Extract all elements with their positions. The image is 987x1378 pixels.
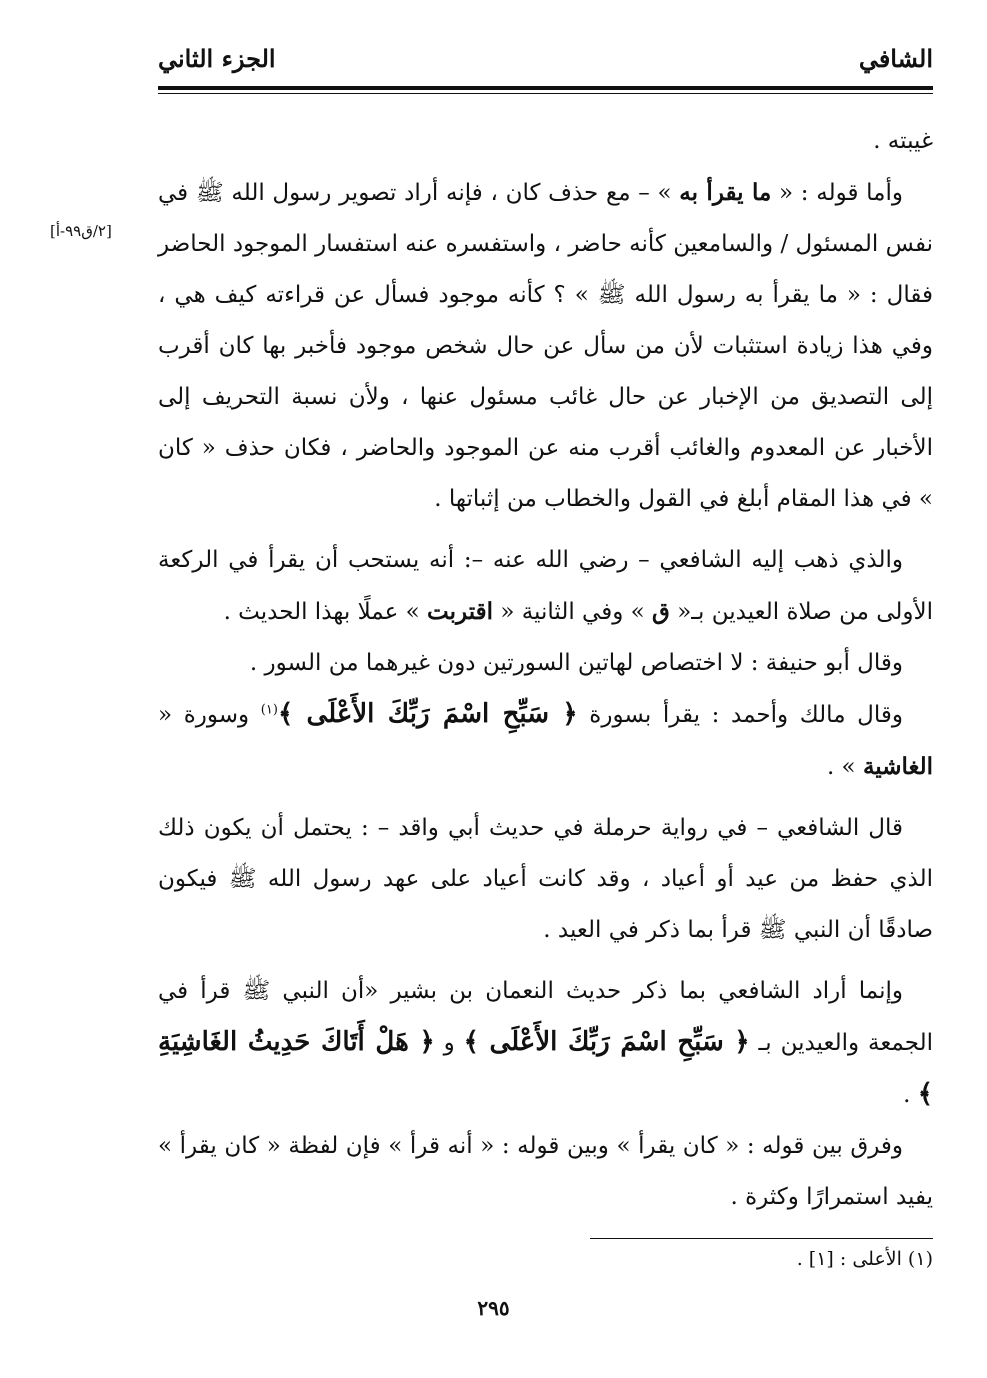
paragraph-7: وفرق بين قوله : « كان يقرأ » وبين قوله : « أنه قرأ » فإن لفظة « كان يقرأ » يفيد استمرارًا وكثرة . bbox=[158, 1133, 933, 1210]
header-rule-thin bbox=[158, 93, 933, 94]
footnote-marker: (١) bbox=[260, 702, 278, 718]
paragraph-4: وقال مالك وأحمد : يقرأ بسورة ﴿ سَبِّحِ اسْمَ رَبِّكَ الأَعْلَى ﴾$^{(١)}$ وسورة « الغاشية » . bbox=[158, 699, 933, 780]
footnote: (١) الأعلى : [١] . bbox=[796, 1248, 933, 1270]
paragraph-3: وقال أبو حنيفة : لا اختصاص لهاتين السورتين دون غيرهما من السور . bbox=[249, 650, 903, 676]
quoted-phrase: ما يقرأ به bbox=[679, 179, 772, 206]
running-title: الشافي bbox=[858, 44, 933, 73]
surah-name-qaf: ق bbox=[652, 598, 670, 625]
paragraph-2: والذي ذهب إليه الشافعي – رضي الله عنه –: أنه يستحب أن يقرأ في الركعة الأولى من صلاة العيدين بـ« ق » وفي الثانية « اقتربت » عملًا بهذا الحديث . bbox=[158, 547, 933, 625]
running-header bbox=[158, 40, 933, 84]
paragraph-5: قال الشافعي – في رواية حرملة في حديث أبي واقد – : يحتمل أن يكون ذلك الذي حفظ من عيد أو أعياد ، وقد كانت أعياد على عهد رسول الله ﷺ فيكون صادقًا أن النبي ﷺ قرأ بما ذكر في العيد . bbox=[158, 815, 933, 943]
page-number: ٢٩٥ bbox=[477, 1296, 510, 1320]
quran-verse: ﴿ سَبِّحِ اسْمَ رَبِّكَ الأَعْلَى ﴾ bbox=[463, 1027, 750, 1057]
running-part-label: الجزء الثاني bbox=[158, 44, 276, 73]
manuscript-folio-note: [٢/ق٩٩-أ] bbox=[50, 222, 112, 240]
quran-verse: ﴿ هَلْ أَتَاكَ حَدِيثُ الغَاشِيَةِ ﴾ bbox=[158, 1027, 933, 1109]
footnote-rule bbox=[590, 1238, 933, 1239]
main-text bbox=[158, 116, 933, 1223]
header-rule-thick bbox=[158, 86, 933, 90]
quran-verse: ﴿ سَبِّحِ اسْمَ رَبِّكَ الأَعْلَى ﴾ bbox=[277, 699, 578, 729]
paragraph-1: وأما قوله : « ما يقرأ به » – مع حذف كان ، فإنه أراد تصوير رسول الله ﷺ في نفس المسئول / والسامعين كأنه حاضر ، واستفسره عنه استفسار الموجود الحاضر فقال : « ما يقرأ به رسول الله ﷺ » ؟ كأنه موجود فسأل عن قراءته كيف هي ، وفي هذا زيادة استثبات لأن من سأل عن حال شخص موجود فأخبر بها كان أقرب إلى التصديق من الإخبار عن حال غائب مسئول عنها ، ولأن نسبة التحريف إلى الأخبار عن المعدوم والغائب أقرب منه عن الموجود والحاضر ، فكان حذف « كان » في هذا المقام أبلغ في القول والخطاب من إثباتها . bbox=[158, 179, 933, 512]
surah-name-ghashiya: الغاشية bbox=[862, 753, 933, 780]
paragraph-0: غيبته . bbox=[873, 128, 933, 154]
paragraph-6: وإنما أراد الشافعي بما ذكر حديث النعمان بن بشير «أن النبي ﷺ قرأ في الجمعة والعيدين بـ ﴿ سَبِّحِ اسْمَ رَبِّكَ الأَعْلَى ﴾ و ﴿ هَلْ أَتَاكَ حَدِيثُ الغَاشِيَةِ ﴾ . bbox=[158, 978, 933, 1109]
surah-name-iqtarabat: اقتربت bbox=[427, 598, 494, 625]
